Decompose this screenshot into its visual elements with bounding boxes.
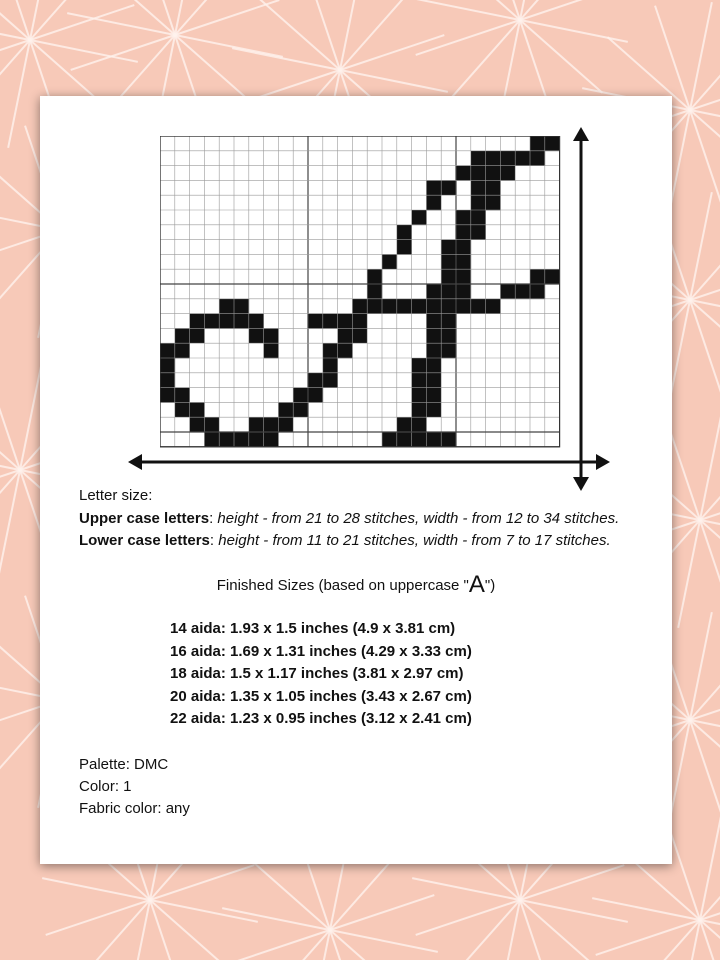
finished-sizes-heading: Finished Sizes (based on uppercase "A")	[216, 571, 496, 598]
lower-case-value: height - from 11 to 21 stitches, width - from 7 to 17 stitches.	[218, 532, 611, 549]
letter-size-heading: Letter size:	[79, 487, 153, 504]
width-arrow	[128, 454, 610, 470]
aida-size-item: 14 aida: 1.93 x 1.5 inches (4.9 x 3.81 cm)	[170, 620, 456, 637]
aida-size-item: 16 aida: 1.69 x 1.31 inches (4.29 x 3.33 cm)	[170, 642, 472, 660]
height-arrow	[573, 127, 589, 491]
finished-sizes-letter: A	[468, 571, 485, 598]
aida-size-item: 20 aida: 1.35 x 1.05 inches (3.43 x 2.67 cm)	[170, 687, 472, 705]
dimension-arrows	[40, 96, 672, 506]
lower-case-line: Lower case letters: height - from 11 to 21 stitches, width - from 7 to 17 stitches.	[79, 532, 611, 549]
aida-size-item: 18 aida: 1.5 x 1.17 inches (3.81 x 2.97 cm)	[170, 665, 464, 682]
color-count-text: Color: 1	[79, 778, 132, 795]
aida-sizes-list	[170, 618, 472, 731]
aida-size-item: 22 aida: 1.23 x 0.95 inches (3.12 x 2.41 cm)	[170, 710, 472, 727]
upper-case-label: Upper case letters	[79, 510, 210, 527]
lower-case-label: Lower case letters	[79, 532, 210, 549]
upper-case-line: Upper case letters: height - from 21 to 28 stitches, width - from 12 to 34 stitches.	[79, 510, 620, 527]
pattern-card	[40, 96, 672, 864]
palette-text: Palette: DMC	[79, 756, 169, 773]
upper-case-value: height - from 21 to 28 stitches, width - from 12 to 34 stitches.	[217, 510, 620, 527]
fabric-color-text: Fabric color: any	[79, 800, 190, 817]
